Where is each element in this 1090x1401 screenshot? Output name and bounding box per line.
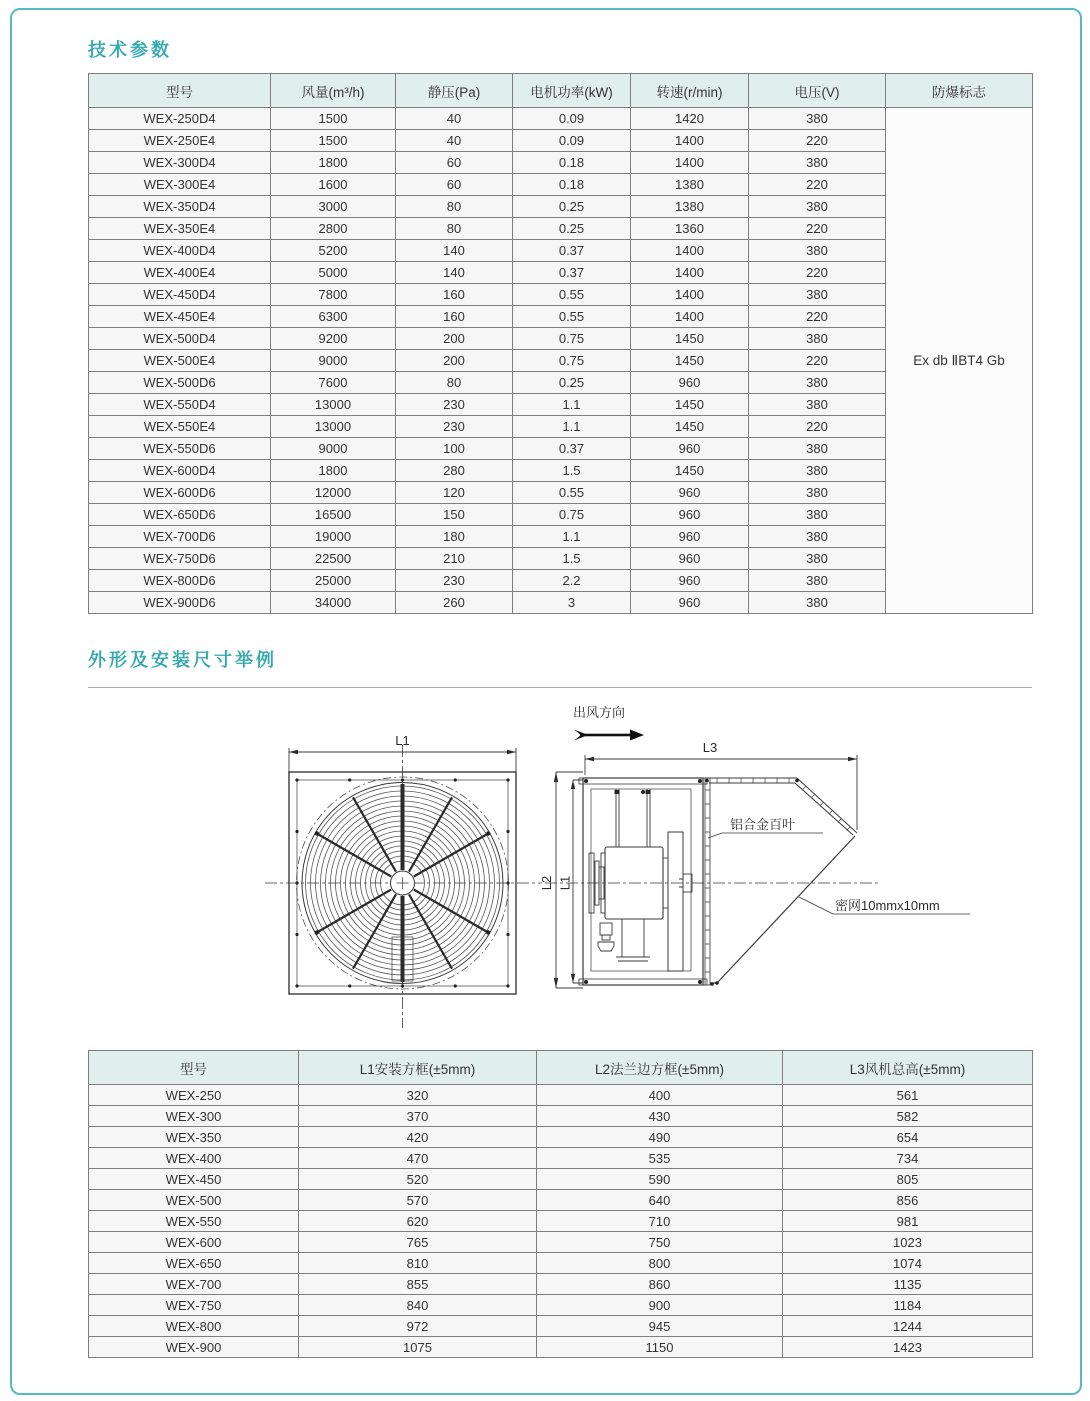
value-cell: 140 <box>396 262 513 284</box>
model-cell: WEX-300D4 <box>89 152 271 174</box>
value-cell: 981 <box>783 1211 1033 1232</box>
table-row <box>89 1316 1033 1337</box>
model-cell: WEX-800D6 <box>89 570 271 592</box>
model-cell: WEX-550 <box>89 1211 299 1232</box>
model-cell: WEX-250E4 <box>89 130 271 152</box>
value-cell: 520 <box>299 1169 537 1190</box>
value-cell: 1.1 <box>513 416 631 438</box>
value-cell: 200 <box>396 350 513 372</box>
value-cell: 750 <box>537 1232 783 1253</box>
model-cell: WEX-550D6 <box>89 438 271 460</box>
model-cell: WEX-300E4 <box>89 174 271 196</box>
model-cell: WEX-450D4 <box>89 284 271 306</box>
value-cell: 1800 <box>271 152 396 174</box>
value-cell: 380 <box>749 460 886 482</box>
value-cell: 0.55 <box>513 284 631 306</box>
dimensions-table <box>88 1050 1033 1358</box>
value-cell: 380 <box>749 394 886 416</box>
housing-inner-wall <box>591 789 691 971</box>
value-cell: 100 <box>396 438 513 460</box>
value-cell: 0.25 <box>513 218 631 240</box>
value-cell: 280 <box>396 460 513 482</box>
value-cell: 620 <box>299 1211 537 1232</box>
value-cell: 1.5 <box>513 460 631 482</box>
value-cell: 260 <box>396 592 513 614</box>
value-cell: 1400 <box>631 240 749 262</box>
technical-parameters-table <box>88 73 1033 614</box>
value-cell: 220 <box>749 350 886 372</box>
table-row <box>89 108 1033 130</box>
mesh-cone <box>705 778 857 986</box>
value-cell: 220 <box>749 262 886 284</box>
table-row <box>89 1337 1033 1358</box>
value-cell: 1023 <box>783 1232 1033 1253</box>
value-cell: 160 <box>396 284 513 306</box>
value-cell: 3 <box>513 592 631 614</box>
value-cell: 0.18 <box>513 152 631 174</box>
value-cell: 9000 <box>271 438 396 460</box>
value-cell: 380 <box>749 152 886 174</box>
value-cell: 1420 <box>631 108 749 130</box>
value-cell: 1450 <box>631 394 749 416</box>
top-flange <box>579 778 707 784</box>
value-cell: 535 <box>537 1148 783 1169</box>
value-cell: 13000 <box>271 394 396 416</box>
value-cell: 40 <box>396 108 513 130</box>
bottom-flange <box>579 979 707 985</box>
value-cell: 1380 <box>631 196 749 218</box>
table-row <box>89 1211 1033 1232</box>
value-cell: 900 <box>537 1295 783 1316</box>
column-header: 风量(m³/h) <box>271 74 396 108</box>
value-cell: 805 <box>783 1169 1033 1190</box>
model-cell: WEX-700D6 <box>89 526 271 548</box>
table-row <box>89 1232 1033 1253</box>
dim-label-l1-side: L1 <box>557 875 573 891</box>
model-cell: WEX-800 <box>89 1316 299 1337</box>
value-cell: 0.37 <box>513 262 631 284</box>
value-cell: 960 <box>631 570 749 592</box>
column-header: 转速(r/min) <box>631 74 749 108</box>
table-row <box>89 1253 1033 1274</box>
value-cell: 1423 <box>783 1337 1033 1358</box>
value-cell: 945 <box>537 1316 783 1337</box>
model-cell: WEX-400D4 <box>89 240 271 262</box>
value-cell: 1400 <box>631 130 749 152</box>
value-cell: 1074 <box>783 1253 1033 1274</box>
table-row <box>89 1169 1033 1190</box>
model-cell: WEX-550E4 <box>89 416 271 438</box>
column-header: 电压(V) <box>749 74 886 108</box>
value-cell: 0.18 <box>513 174 631 196</box>
value-cell: 0.75 <box>513 504 631 526</box>
header-row <box>89 74 1033 108</box>
value-cell: 960 <box>631 372 749 394</box>
value-cell: 0.09 <box>513 108 631 130</box>
value-cell: 40 <box>396 130 513 152</box>
explosion-proof-mark-cell: Ex db ⅡBT4 Gb <box>886 108 1033 614</box>
value-cell: 0.37 <box>513 240 631 262</box>
model-cell: WEX-700 <box>89 1274 299 1295</box>
dimension-l1-side <box>571 780 583 983</box>
value-cell: 0.37 <box>513 438 631 460</box>
value-cell: 960 <box>631 504 749 526</box>
value-cell: 25000 <box>271 570 396 592</box>
model-cell: WEX-900 <box>89 1337 299 1358</box>
value-cell: 1150 <box>537 1337 783 1358</box>
value-cell: 380 <box>749 284 886 306</box>
impeller <box>668 832 683 971</box>
column-header: 静压(Pa) <box>396 74 513 108</box>
value-cell: 320 <box>299 1085 537 1106</box>
model-cell: WEX-350 <box>89 1127 299 1148</box>
value-cell: 7800 <box>271 284 396 306</box>
table-row <box>89 1148 1033 1169</box>
value-cell: 1.1 <box>513 526 631 548</box>
value-cell: 60 <box>396 152 513 174</box>
value-cell: 0.55 <box>513 482 631 504</box>
column-header: 防爆标志 <box>886 74 1033 108</box>
value-cell: 570 <box>299 1190 537 1211</box>
value-cell: 380 <box>749 438 886 460</box>
value-cell: 140 <box>396 240 513 262</box>
value-cell: 230 <box>396 394 513 416</box>
value-cell: 710 <box>537 1211 783 1232</box>
value-cell: 960 <box>631 526 749 548</box>
value-cell: 220 <box>749 174 886 196</box>
column-header: 型号 <box>89 74 271 108</box>
table-row <box>89 1127 1033 1148</box>
value-cell: 2.2 <box>513 570 631 592</box>
model-cell: WEX-350D4 <box>89 196 271 218</box>
model-cell: WEX-450E4 <box>89 306 271 328</box>
model-cell: WEX-650D6 <box>89 504 271 526</box>
column-header: L1安装方框(±5mm) <box>299 1051 537 1085</box>
value-cell: 972 <box>299 1316 537 1337</box>
value-cell: 230 <box>396 570 513 592</box>
value-cell: 1075 <box>299 1337 537 1358</box>
value-cell: 180 <box>396 526 513 548</box>
motor-assembly <box>589 789 692 971</box>
value-cell: 0.75 <box>513 350 631 372</box>
value-cell: 220 <box>749 306 886 328</box>
value-cell: 1135 <box>783 1274 1033 1295</box>
value-cell: 5000 <box>271 262 396 284</box>
value-cell: 230 <box>396 416 513 438</box>
value-cell: 22500 <box>271 548 396 570</box>
model-cell: WEX-250 <box>89 1085 299 1106</box>
value-cell: 12000 <box>271 482 396 504</box>
model-cell: WEX-900D6 <box>89 592 271 614</box>
model-cell: WEX-300 <box>89 1106 299 1127</box>
value-cell: 380 <box>749 196 886 218</box>
section-title-technical-parameters: 技术参数 <box>88 40 172 60</box>
value-cell: 2800 <box>271 218 396 240</box>
model-cell: WEX-600D6 <box>89 482 271 504</box>
value-cell: 9200 <box>271 328 396 350</box>
value-cell: 800 <box>537 1253 783 1274</box>
value-cell: 470 <box>299 1148 537 1169</box>
value-cell: 1400 <box>631 306 749 328</box>
value-cell: 0.25 <box>513 372 631 394</box>
value-cell: 582 <box>783 1106 1033 1127</box>
value-cell: 80 <box>396 372 513 394</box>
model-cell: WEX-750D6 <box>89 548 271 570</box>
value-cell: 1400 <box>631 262 749 284</box>
value-cell: 1360 <box>631 218 749 240</box>
dimension-drawing <box>250 695 1010 1040</box>
model-cell: WEX-250D4 <box>89 108 271 130</box>
model-cell: WEX-750 <box>89 1295 299 1316</box>
header-row <box>89 1051 1033 1085</box>
model-cell: WEX-400 <box>89 1148 299 1169</box>
model-cell: WEX-350E4 <box>89 218 271 240</box>
value-cell: 0.55 <box>513 306 631 328</box>
housing-bolts <box>584 779 702 984</box>
value-cell: 0.09 <box>513 130 631 152</box>
value-cell: 1380 <box>631 174 749 196</box>
value-cell: 380 <box>749 482 886 504</box>
value-cell: 960 <box>631 482 749 504</box>
value-cell: 150 <box>396 504 513 526</box>
value-cell: 1500 <box>271 108 396 130</box>
table-row <box>89 1295 1033 1316</box>
value-cell: 810 <box>299 1253 537 1274</box>
air-direction-label: 出风方向 <box>573 705 626 720</box>
value-cell: 654 <box>783 1127 1033 1148</box>
value-cell: 160 <box>396 306 513 328</box>
value-cell: 1450 <box>631 416 749 438</box>
model-cell: WEX-500E4 <box>89 350 271 372</box>
table-row <box>89 1274 1033 1295</box>
value-cell: 6300 <box>271 306 396 328</box>
value-cell: 1450 <box>631 328 749 350</box>
value-cell: 0.75 <box>513 328 631 350</box>
model-cell: WEX-400E4 <box>89 262 271 284</box>
value-cell: 380 <box>749 328 886 350</box>
value-cell: 1600 <box>271 174 396 196</box>
value-cell: 380 <box>749 504 886 526</box>
value-cell: 1.1 <box>513 394 631 416</box>
value-cell: 855 <box>299 1274 537 1295</box>
value-cell: 19000 <box>271 526 396 548</box>
value-cell: 1184 <box>783 1295 1033 1316</box>
value-cell: 765 <box>299 1232 537 1253</box>
value-cell: 960 <box>631 592 749 614</box>
value-cell: 860 <box>537 1274 783 1295</box>
value-cell: 13000 <box>271 416 396 438</box>
column-header: L3风机总高(±5mm) <box>783 1051 1033 1085</box>
value-cell: 210 <box>396 548 513 570</box>
value-cell: 3000 <box>271 196 396 218</box>
louver-strip <box>705 778 710 985</box>
value-cell: 840 <box>299 1295 537 1316</box>
model-cell: WEX-600 <box>89 1232 299 1253</box>
value-cell: 380 <box>749 372 886 394</box>
model-cell: WEX-500 <box>89 1190 299 1211</box>
value-cell: 380 <box>749 570 886 592</box>
value-cell: 1800 <box>271 460 396 482</box>
dimension-l3 <box>585 755 857 830</box>
value-cell: 120 <box>396 482 513 504</box>
value-cell: 60 <box>396 174 513 196</box>
value-cell: 380 <box>749 108 886 130</box>
model-cell: WEX-650 <box>89 1253 299 1274</box>
value-cell: 16500 <box>271 504 396 526</box>
value-cell: 734 <box>783 1148 1033 1169</box>
dim-label-l3: L3 <box>702 740 718 755</box>
value-cell: 9000 <box>271 350 396 372</box>
value-cell: 7600 <box>271 372 396 394</box>
value-cell: 640 <box>537 1190 783 1211</box>
column-header: 电机功率(kW) <box>513 74 631 108</box>
table-row <box>89 1190 1033 1211</box>
fan-front-view <box>265 733 542 1028</box>
louver-label: 铝合金百叶 <box>730 817 796 832</box>
value-cell: 370 <box>299 1106 537 1127</box>
value-cell: 430 <box>537 1106 783 1127</box>
value-cell: 590 <box>537 1169 783 1190</box>
value-cell: 490 <box>537 1127 783 1148</box>
mesh-label: 密网10mmx10mm <box>835 898 940 913</box>
model-cell: WEX-550D4 <box>89 394 271 416</box>
table-row <box>89 1085 1033 1106</box>
value-cell: 856 <box>783 1190 1033 1211</box>
value-cell: 380 <box>749 526 886 548</box>
value-cell: 80 <box>396 218 513 240</box>
table-row <box>89 1106 1033 1127</box>
model-cell: WEX-600D4 <box>89 460 271 482</box>
junction-box <box>600 923 612 935</box>
value-cell: 380 <box>749 548 886 570</box>
value-cell: 1450 <box>631 350 749 372</box>
value-cell: 220 <box>749 416 886 438</box>
value-cell: 5200 <box>271 240 396 262</box>
model-cell: WEX-500D4 <box>89 328 271 350</box>
value-cell: 34000 <box>271 592 396 614</box>
value-cell: 200 <box>396 328 513 350</box>
value-cell: 1.5 <box>513 548 631 570</box>
column-header: L2法兰边方框(±5mm) <box>537 1051 783 1085</box>
value-cell: 0.25 <box>513 196 631 218</box>
value-cell: 1244 <box>783 1316 1033 1337</box>
value-cell: 380 <box>749 240 886 262</box>
louver-leader-line <box>708 833 823 838</box>
section-title-dimensions: 外形及安装尺寸举例 <box>88 646 1032 688</box>
value-cell: 960 <box>631 438 749 460</box>
column-header: 型号 <box>89 1051 299 1085</box>
value-cell: 220 <box>749 130 886 152</box>
value-cell: 220 <box>749 218 886 240</box>
value-cell: 1400 <box>631 152 749 174</box>
value-cell: 400 <box>537 1085 783 1106</box>
dim-label-l1-front: L1 <box>395 733 410 748</box>
value-cell: 80 <box>396 196 513 218</box>
value-cell: 1500 <box>271 130 396 152</box>
air-direction-arrow-icon <box>574 730 644 741</box>
fan-side-view <box>539 705 970 988</box>
value-cell: 960 <box>631 548 749 570</box>
value-cell: 1450 <box>631 460 749 482</box>
value-cell: 380 <box>749 592 886 614</box>
model-cell: WEX-450 <box>89 1169 299 1190</box>
value-cell: 1400 <box>631 284 749 306</box>
value-cell: 561 <box>783 1085 1033 1106</box>
model-cell: WEX-500D6 <box>89 372 271 394</box>
dim-label-l2-side: L2 <box>539 875 554 891</box>
value-cell: 420 <box>299 1127 537 1148</box>
